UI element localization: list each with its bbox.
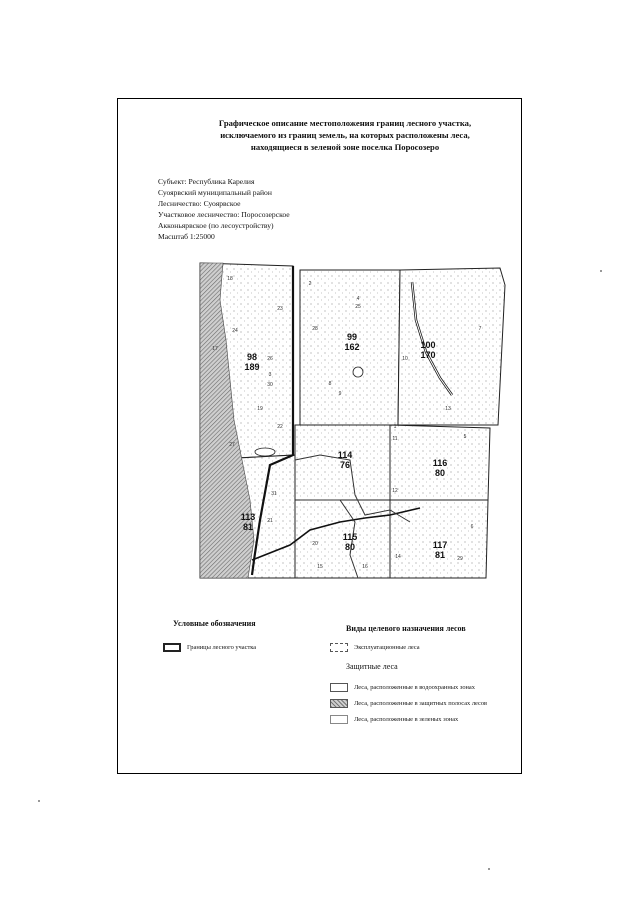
meta-scale: Масштаб 1:25000 <box>158 232 215 241</box>
plot-number: 3 <box>268 372 272 378</box>
plot-number: 13 <box>445 406 451 412</box>
legend-protective-strips-label: Леса, расположенные в защитных полосах лесов <box>354 700 488 707</box>
legend-boundary-label: Границы лесного участка <box>187 644 257 651</box>
boundary-swatch-icon <box>163 643 181 652</box>
plot-number: 27 <box>229 442 235 448</box>
plot-number: 8 <box>328 381 332 387</box>
plot-number: 12 <box>392 488 398 494</box>
title-line-3: находящиеся в зеленой зоне поселка Поросозеро <box>250 142 440 152</box>
legend-purpose-heading: Виды целевого назначения лесов <box>346 624 466 633</box>
meta-section: Акконьярвское (по лесоустройству) <box>158 221 274 230</box>
legend-green-zone-label: Леса, расположенные в зеленых зонах <box>354 716 459 723</box>
quarter-99-area-label: 162 <box>344 342 360 352</box>
plot-number: 1 <box>393 424 397 430</box>
forest-map <box>190 260 530 590</box>
quarter-115-label: 115 <box>342 532 358 542</box>
plot-number: 30 <box>267 382 273 388</box>
plot-number: 6 <box>470 524 474 530</box>
plot-number: 2 <box>308 281 312 287</box>
quarter-116-label: 116 <box>432 458 448 468</box>
metadata-block <box>158 176 290 242</box>
plot-number: 11 <box>392 436 398 442</box>
legend-water-zone <box>330 683 475 692</box>
scan-speck <box>488 868 490 870</box>
plot-number: 14 <box>395 554 401 560</box>
quarter-117-label: 117 <box>432 540 448 550</box>
meta-district: Суоярвский муниципальный район <box>158 188 272 197</box>
plot-number: 7 <box>478 326 482 332</box>
title-line-2: исключаемого из границ земель, на которых расположены леса, <box>220 130 470 140</box>
pond <box>353 367 363 377</box>
quarter-100-area-label: 170 <box>420 350 436 360</box>
legend-boundary <box>163 643 256 652</box>
plot-number: 26 <box>267 356 273 362</box>
quarter-116-area-label: 80 <box>434 468 446 478</box>
plot-number: 25 <box>355 304 361 310</box>
quarter-115-area-label: 80 <box>344 542 356 552</box>
quarter-98-label: 98 <box>246 352 258 362</box>
legend-protective-heading: Защитные леса <box>346 662 398 671</box>
plot-number: 31 <box>271 491 277 497</box>
meta-forestry: Лесничество: Суоярвское <box>158 199 241 208</box>
lake <box>255 448 275 456</box>
title-line-1: Графическое описание местоположения границ лесного участка, <box>218 118 472 128</box>
plot-number: 15 <box>317 564 323 570</box>
plot-number: 20 <box>312 541 318 547</box>
plot-number: 4 <box>356 296 360 302</box>
legend-water-zone-label: Леса, расположенные в водоохранных зонах <box>354 684 475 691</box>
scan-speck <box>600 270 602 272</box>
plot-number: 17 <box>212 346 218 352</box>
legend-protective-strips <box>330 699 487 708</box>
protective-strips-swatch-icon <box>330 699 348 708</box>
quarter-113-label: 113 <box>240 512 256 522</box>
quarter-100-label: 100 <box>420 340 436 350</box>
legend-symbols-heading: Условные обозначения <box>173 619 256 628</box>
meta-local-forestry: Участковое лесничество: Поросозерское <box>158 210 290 219</box>
plot-number: 29 <box>457 556 463 562</box>
meta-subject: Субъект: Республика Карелия <box>158 177 255 186</box>
plot-number: 5 <box>463 434 467 440</box>
plot-number: 28 <box>312 326 318 332</box>
quarter-114-label: 114 <box>337 450 353 460</box>
legend-green-zone <box>330 715 458 724</box>
plot-number: 21 <box>267 518 273 524</box>
plot-number: 9 <box>338 391 342 397</box>
water-zone-swatch-icon <box>330 683 348 692</box>
quarter-117-area-label: 81 <box>434 550 446 560</box>
scan-speck <box>38 800 40 802</box>
legend-exploitation <box>330 643 420 652</box>
quarter-114-area-label: 76 <box>339 460 351 470</box>
plot-number: 18 <box>227 276 233 282</box>
quarter-99-label: 99 <box>346 332 358 342</box>
quarter-113-area-label: 81 <box>242 522 254 532</box>
plot-number: 23 <box>277 306 283 312</box>
plot-number: 19 <box>257 406 263 412</box>
plot-number: 24 <box>232 328 238 334</box>
green-zone-swatch-icon <box>330 715 348 724</box>
plot-number: 22 <box>277 424 283 430</box>
exploitation-swatch-icon <box>330 643 348 652</box>
plot-number: 16 <box>362 564 368 570</box>
plot-number: 10 <box>402 356 408 362</box>
legend-exploitation-label: Эксплуатационные леса <box>354 644 420 651</box>
quarter-98-area-label: 189 <box>244 362 260 372</box>
